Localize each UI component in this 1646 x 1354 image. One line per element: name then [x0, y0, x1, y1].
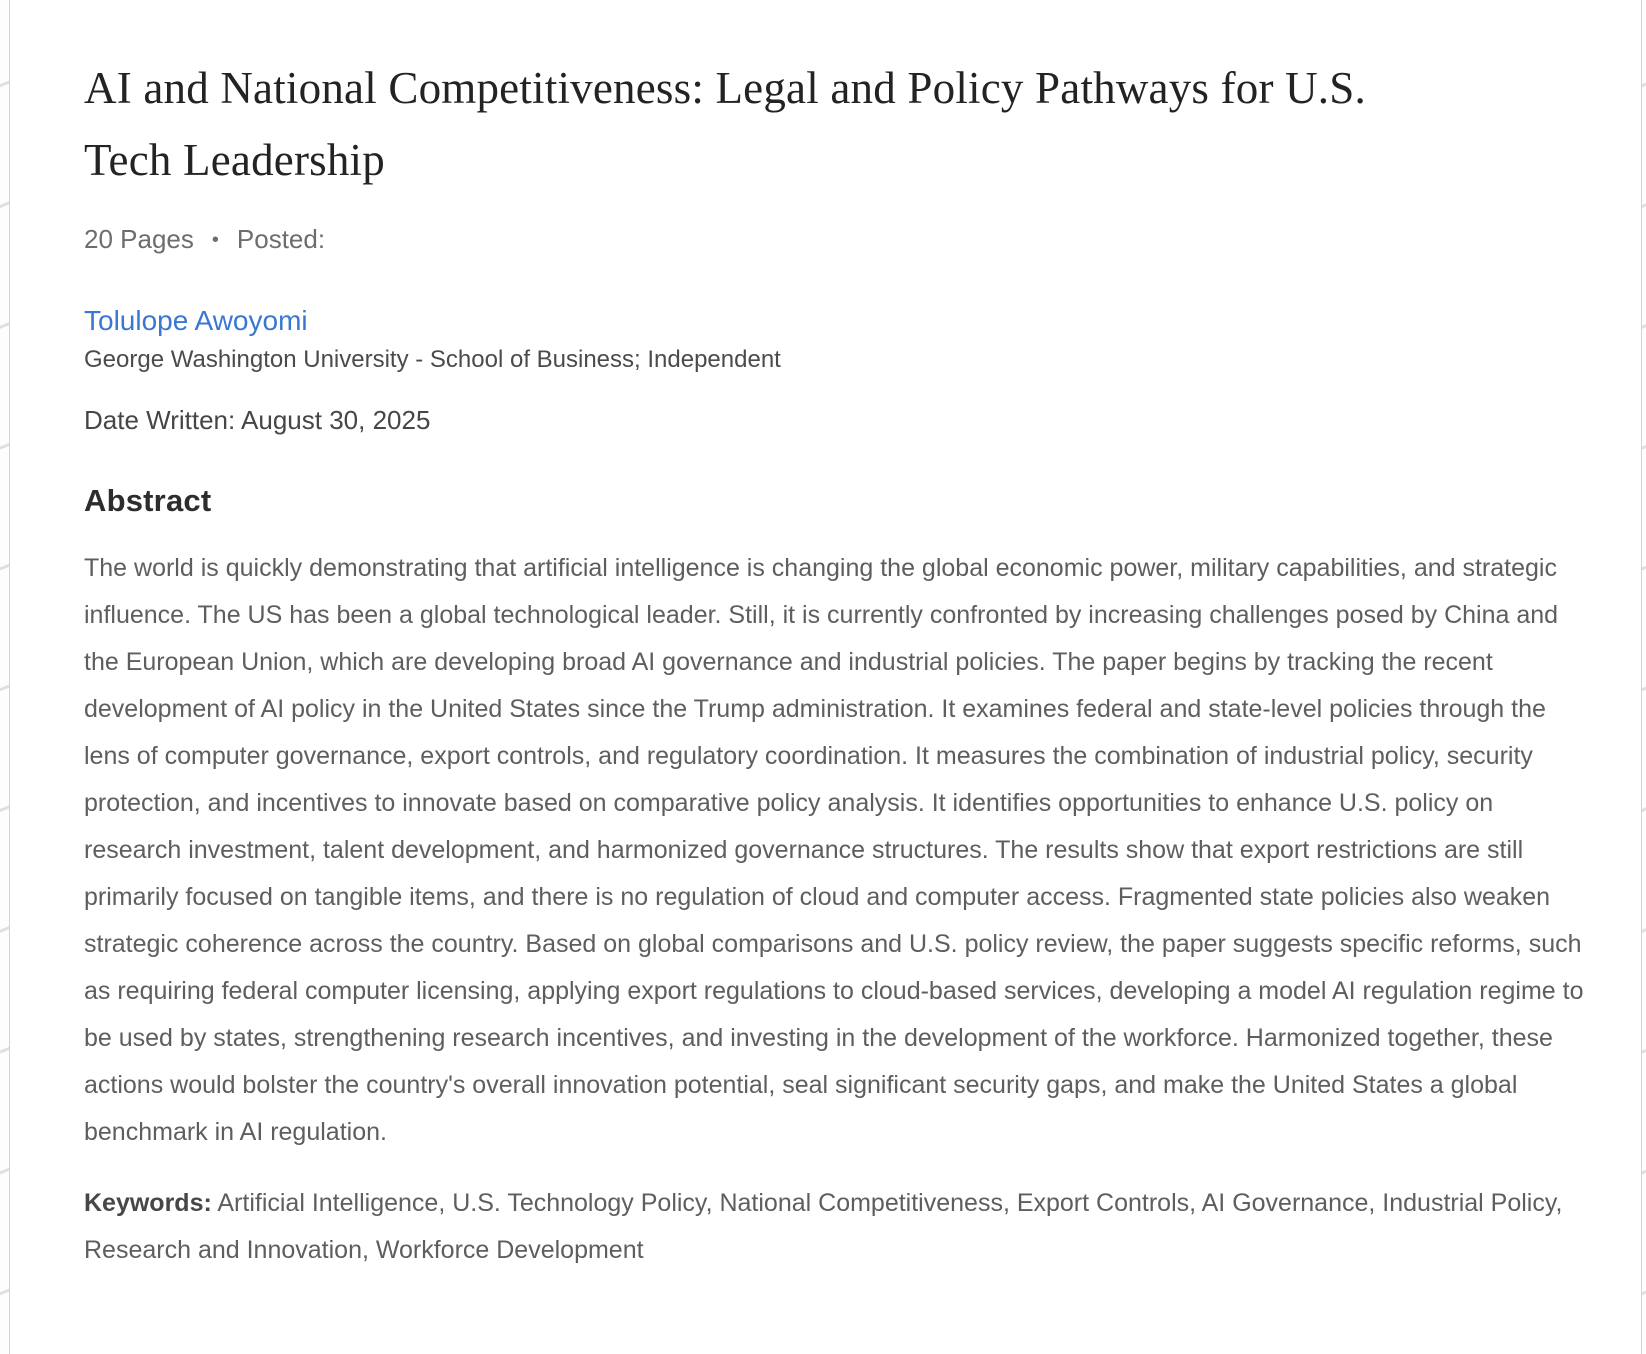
page-count: 20 Pages: [84, 224, 194, 254]
keywords-text: Artificial Intelligence, U.S. Technology Policy, National Competitiveness, Export Controls, AI Governance, Industrial Policy, Research and Innovation, Workforce Development: [84, 1189, 1563, 1264]
keywords-label: Keywords:: [84, 1189, 212, 1217]
author-affiliation: George Washington University - School of Business; Independent: [84, 346, 781, 373]
posted-label: Posted:: [236, 224, 326, 254]
keywords-line: [84, 1180, 1584, 1274]
abstract-text: The world is quickly demonstrating that artificial intelligence is changing the global economic power, military capabilities, and strategic influence. The US has been a global technological leader. Still, it is currently confronted by increasing challenges posed by China and the European Union, which are developing broad AI governance and industrial policies. The paper begins by tracking the recent development of AI policy in the United States since the Trump administration. It examines federal and state-level policies through the lens of computer governance, export controls, and regulatory coordination. It measures the combination of industrial policy, security protection, and incentives to innovate based on comparative policy analysis. It identifies opportunities to enhance U.S. policy on research investment, talent development, and harmonized governance structures. The results show that export restrictions are still primarily focused on tangible items, and there is no regulation of cloud and computer access. Fragmented state policies also weaken strategic coherence across the country. Based on global comparisons and U.S. policy review, the paper suggests specific reforms, such as requiring federal computer licensing, applying export regulations to cloud-based services, developing a model AI regulation regime to be used by states, strengthening research incentives, and investing in the development of the workforce. Harmonized together, these actions would bolster the country's overall innovation potential, seal significant security gaps, and make the United States a global benchmark in AI regulation.: [84, 554, 1584, 1146]
author-link[interactable]: Tolulope Awoyomi: [84, 305, 308, 336]
abstract-heading: Abstract: [84, 483, 212, 518]
paper-title: AI and National Competitiveness: Legal and Policy Pathways for U.S. Tech Leadership: [84, 63, 1366, 185]
bullet-separator-icon: •: [211, 228, 219, 251]
paper-meta-line: [84, 224, 1584, 255]
date-written: Date Written: August 30, 2025: [84, 405, 431, 435]
